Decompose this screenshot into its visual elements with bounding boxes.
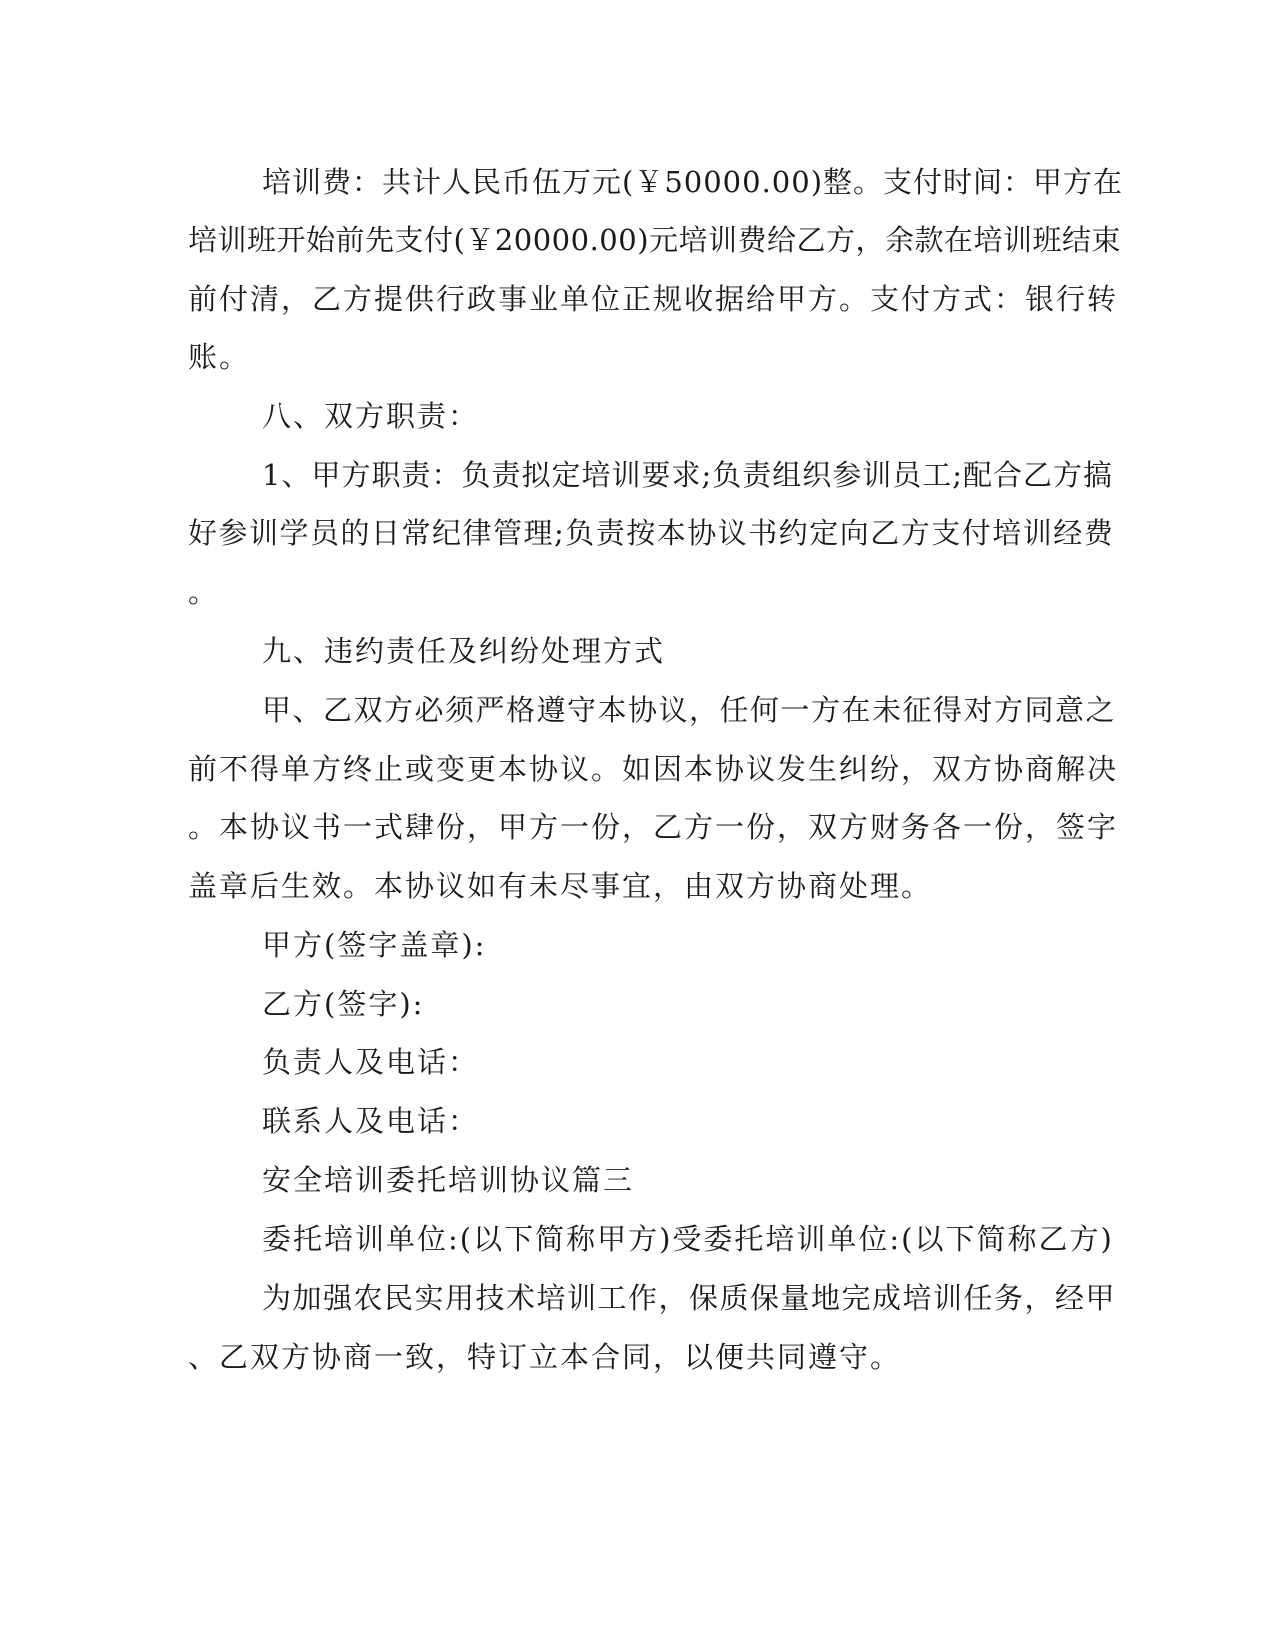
responsible-person-line: 负责人及电话： <box>262 1045 480 1079</box>
party-b-signature-line: 乙方(签字): <box>262 987 425 1021</box>
paragraph-line: 为加强农民实用技术培训工作，保质保量地完成培训任务，经甲 <box>262 1281 1117 1315</box>
paragraph-line: 。 <box>188 575 220 609</box>
article-three-title: 安全培训委托培训协议篇三 <box>262 1163 635 1197</box>
paragraph-line: 培训费：共计人民币伍万元(￥50000.00)整。支付时间：甲方在 <box>262 165 1124 199</box>
section-eight-heading: 八、双方职责： <box>262 399 480 433</box>
section-nine-heading: 九、违约责任及纠纷处理方式 <box>262 634 666 668</box>
parties-definition-line: 委托培训单位:(以下简称甲方)受委托培训单位:(以下简称乙方) <box>262 1222 1114 1256</box>
paragraph-line: 1、甲方职责：负责拟定培训要求;负责组织参训员工;配合乙方搞 <box>262 458 1113 492</box>
paragraph-line: 前不得单方终止或变更本协议。如因本协议发生纠纷，双方协商解决 <box>188 752 1119 786</box>
paragraph-line: 甲、乙双方必须严格遵守本协议，任何一方在未征得对方同意之 <box>262 693 1117 727</box>
paragraph-line: 好参训学员的日常纪律管理;负责按本协议书约定向乙方支付培训经费 <box>188 516 1115 550</box>
party-a-signature-line: 甲方(签字盖章): <box>262 928 487 962</box>
paragraph-line: 前付清，乙方提供行政事业单位正规收据给甲方。支付方式：银行转 <box>188 282 1119 316</box>
paragraph-line: 盖章后生效。本协议如有未尽事宜，由双方协商处理。 <box>188 869 933 903</box>
paragraph-line: 。本协议书一式肆份，甲方一份，乙方一份，双方财务各一份，签字 <box>188 810 1119 844</box>
paragraph-line: 、乙双方协商一致，特订立本合同，以便共同遵守。 <box>188 1340 902 1374</box>
contact-person-line: 联系人及电话： <box>262 1104 480 1138</box>
paragraph-line: 账。 <box>188 340 251 374</box>
paragraph-line: 培训班开始前先支付(￥20000.00)元培训费给乙方，余款在培训班结束 <box>188 223 1122 257</box>
